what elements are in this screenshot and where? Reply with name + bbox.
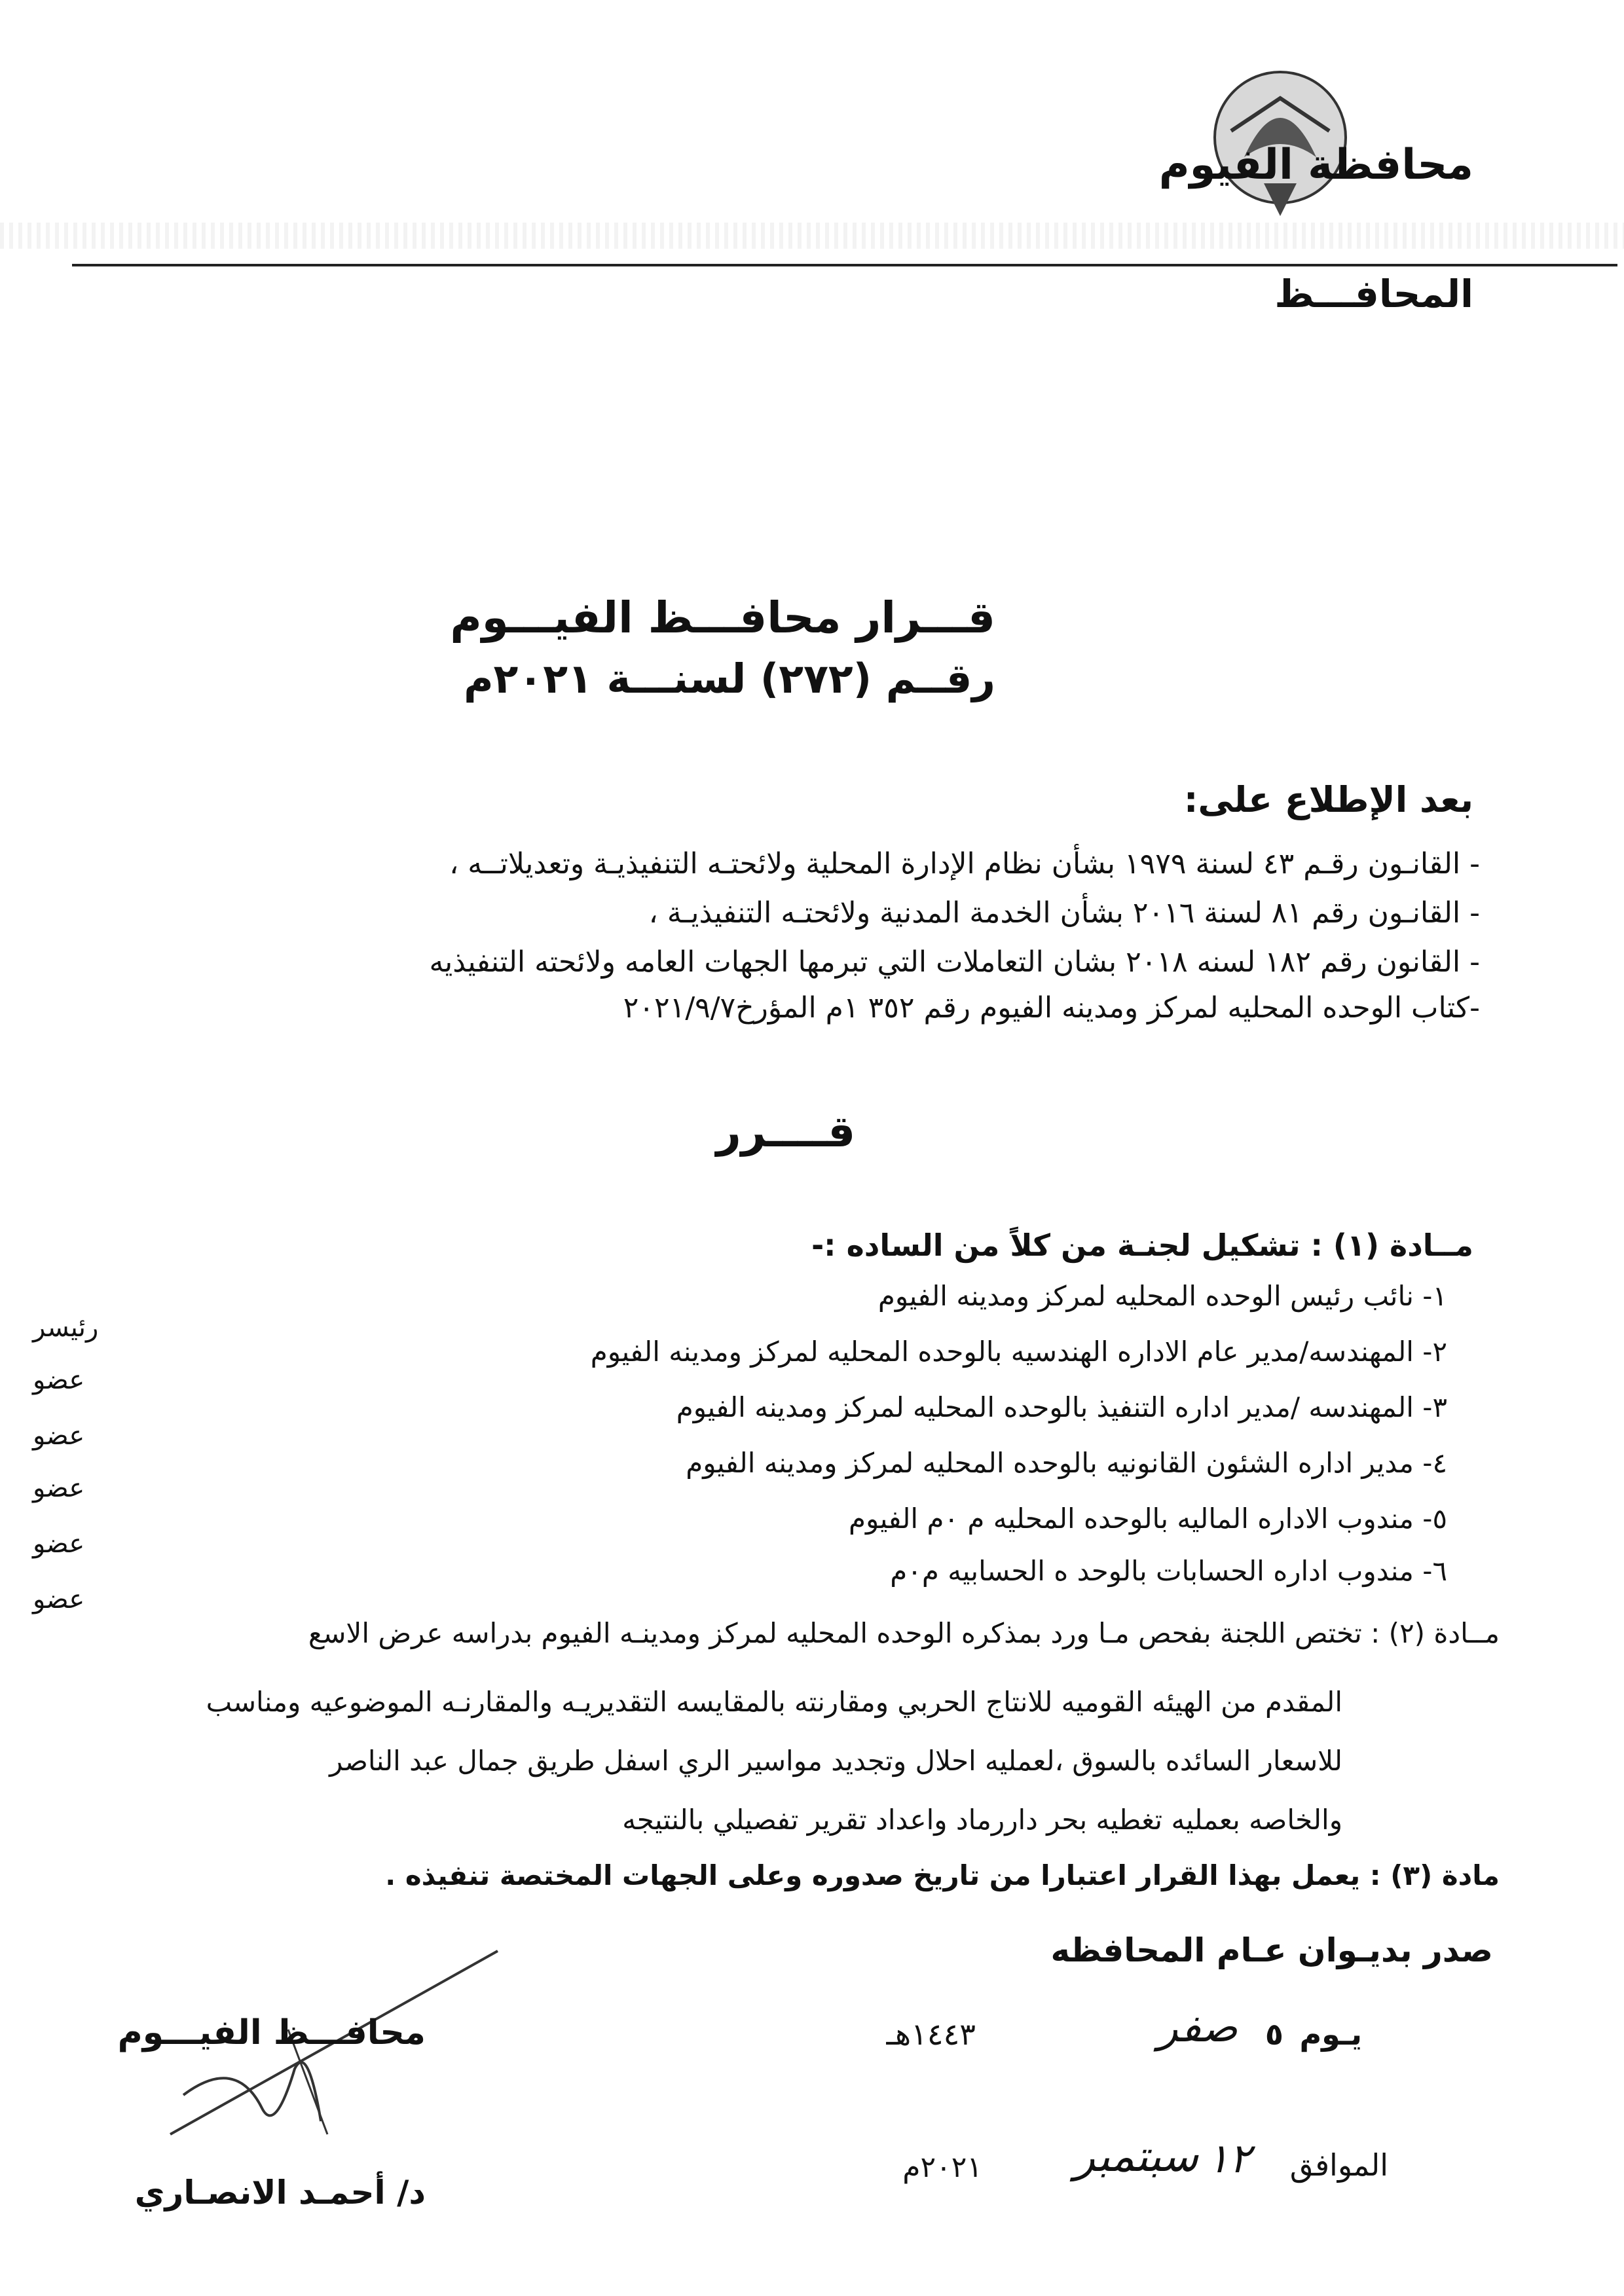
- article-2-line-1: مــادة (٢) : تختص اللجنة بفحص مـا ورد بمذكره الوحده المحليه لمركز ومدينـه الفيوم بدراسه عرض الاسع: [308, 1617, 1500, 1649]
- member-2: ٢- المهندسه/مدير عام الاداره الهندسيه بالوحده المحليه لمركز ومدينه الفيوم: [590, 1336, 1447, 1368]
- letterhead-divider: [72, 264, 1617, 266]
- article-3: مادة (٣) : يعمل بهذا القرار اعتبارا من تاريخ صدوره وعلى الجهات المختصة تنفيذه .: [385, 1859, 1500, 1891]
- day-label: يـوم: [1299, 2016, 1362, 2052]
- office-label: المحافـــظ: [1274, 272, 1473, 316]
- article-2-line-2: المقدم من الهيئه القوميه للانتاج الحربي ومقارنته بالمقايسه التقديريـه والمقارنـه الموضوعيه ومناسب: [206, 1686, 1342, 1718]
- member-1-role: رئيسر: [33, 1313, 99, 1343]
- gregorian-label: الموافق: [1289, 2147, 1388, 2183]
- member-5-role: عضو: [33, 1529, 85, 1559]
- decided-heading: قــــرر: [716, 1106, 856, 1157]
- preamble-heading: بعد الإطلاع على:: [1183, 779, 1473, 820]
- member-1: ١- نائب رئيس الوحده المحليه لمركز ومدينه الفيوم: [877, 1280, 1447, 1312]
- gregorian-year: ٢٠٢١م: [902, 2151, 982, 2184]
- day-number: ٥: [1264, 2016, 1283, 2052]
- member-3-role: عضو: [33, 1421, 85, 1451]
- hijri-month-handwritten: صفر: [1157, 2003, 1238, 2052]
- preamble-item: - القانـون رقـم ٤٣ لسنة ١٩٧٩ بشأن نظام الإدارة المحلية ولائحتـه التنفيذيـة وتعديلاتــه ،: [449, 847, 1480, 881]
- decree-title: قـــرار محافـــظ الفيـــوم: [450, 592, 995, 643]
- member-4-role: عضو: [33, 1473, 85, 1503]
- signatory-title: محافـــظ الفيـــوم: [117, 2013, 426, 2052]
- hijri-year: ١٤٤٣هـ: [886, 2016, 976, 2052]
- article-2-line-4: والخاصه بعمليه تغطيه بحر داررماد واعداد تقرير تفصيلي بالنتيجه: [622, 1804, 1342, 1836]
- preamble-item: -كتاب الوحده المحليه لمركز ومدينه الفيوم رقم ٣٥٢ ١م المؤرخ٢٠٢١/٩/٧: [623, 991, 1480, 1025]
- article-2-line-3: للاسعار السائده بالسوق ،لعمليه احلال وتجديد مواسير الري اسفل طريق جمال عبد الناصر: [329, 1745, 1342, 1777]
- member-3: ٣- المهندسه /مدير اداره التنفيذ بالوحده المحليه لمركز ومدينه الفيوم: [676, 1391, 1447, 1423]
- preamble-item: - القانـون رقم ٨١ لسنة ٢٠١٦ بشأن الخدمة المدنية ولائحتـه التنفيذيـة ،: [648, 896, 1480, 930]
- preamble-item: - القانون رقم ١٨٢ لسنه ٢٠١٨ بشان التعاملات التي تبرمها الجهات العامه ولائحته التنفيذيه: [429, 945, 1480, 979]
- signatory-name: د/ أحمـد الانصـاري: [134, 2174, 426, 2212]
- gregorian-day-handwritten: ١٢: [1207, 2134, 1251, 2182]
- member-5: ٥- مندوب الاداره الماليه بالوحده المحليه م ٠م الفيوم: [849, 1503, 1447, 1535]
- decree-number: رقــم (٢٧٢) لسنـــة ٢٠٢١م: [464, 655, 995, 702]
- scan-noise-band: [0, 223, 1624, 249]
- gregorian-month-handwritten: سبتمبر: [1074, 2131, 1198, 2181]
- article-1-heading: مــادة (١) : تشكيل لجنـة من كلاً من الساده :-: [811, 1228, 1473, 1263]
- member-6-role: عضو: [33, 1584, 85, 1614]
- member-2-role: عضو: [33, 1365, 85, 1395]
- issued-at: صدر بديـوان عـام المحافظه: [1050, 1931, 1493, 1969]
- member-4: ٤- مدير اداره الشئون القانونيه بالوحده المحليه لمركز ومدينه الفيوم: [686, 1447, 1447, 1479]
- governorate-name: محافظة الفيوم: [1158, 141, 1473, 189]
- member-6: ٦- مندوب اداره الحسابات بالوحد ه الحسابيه م٠م: [890, 1555, 1447, 1587]
